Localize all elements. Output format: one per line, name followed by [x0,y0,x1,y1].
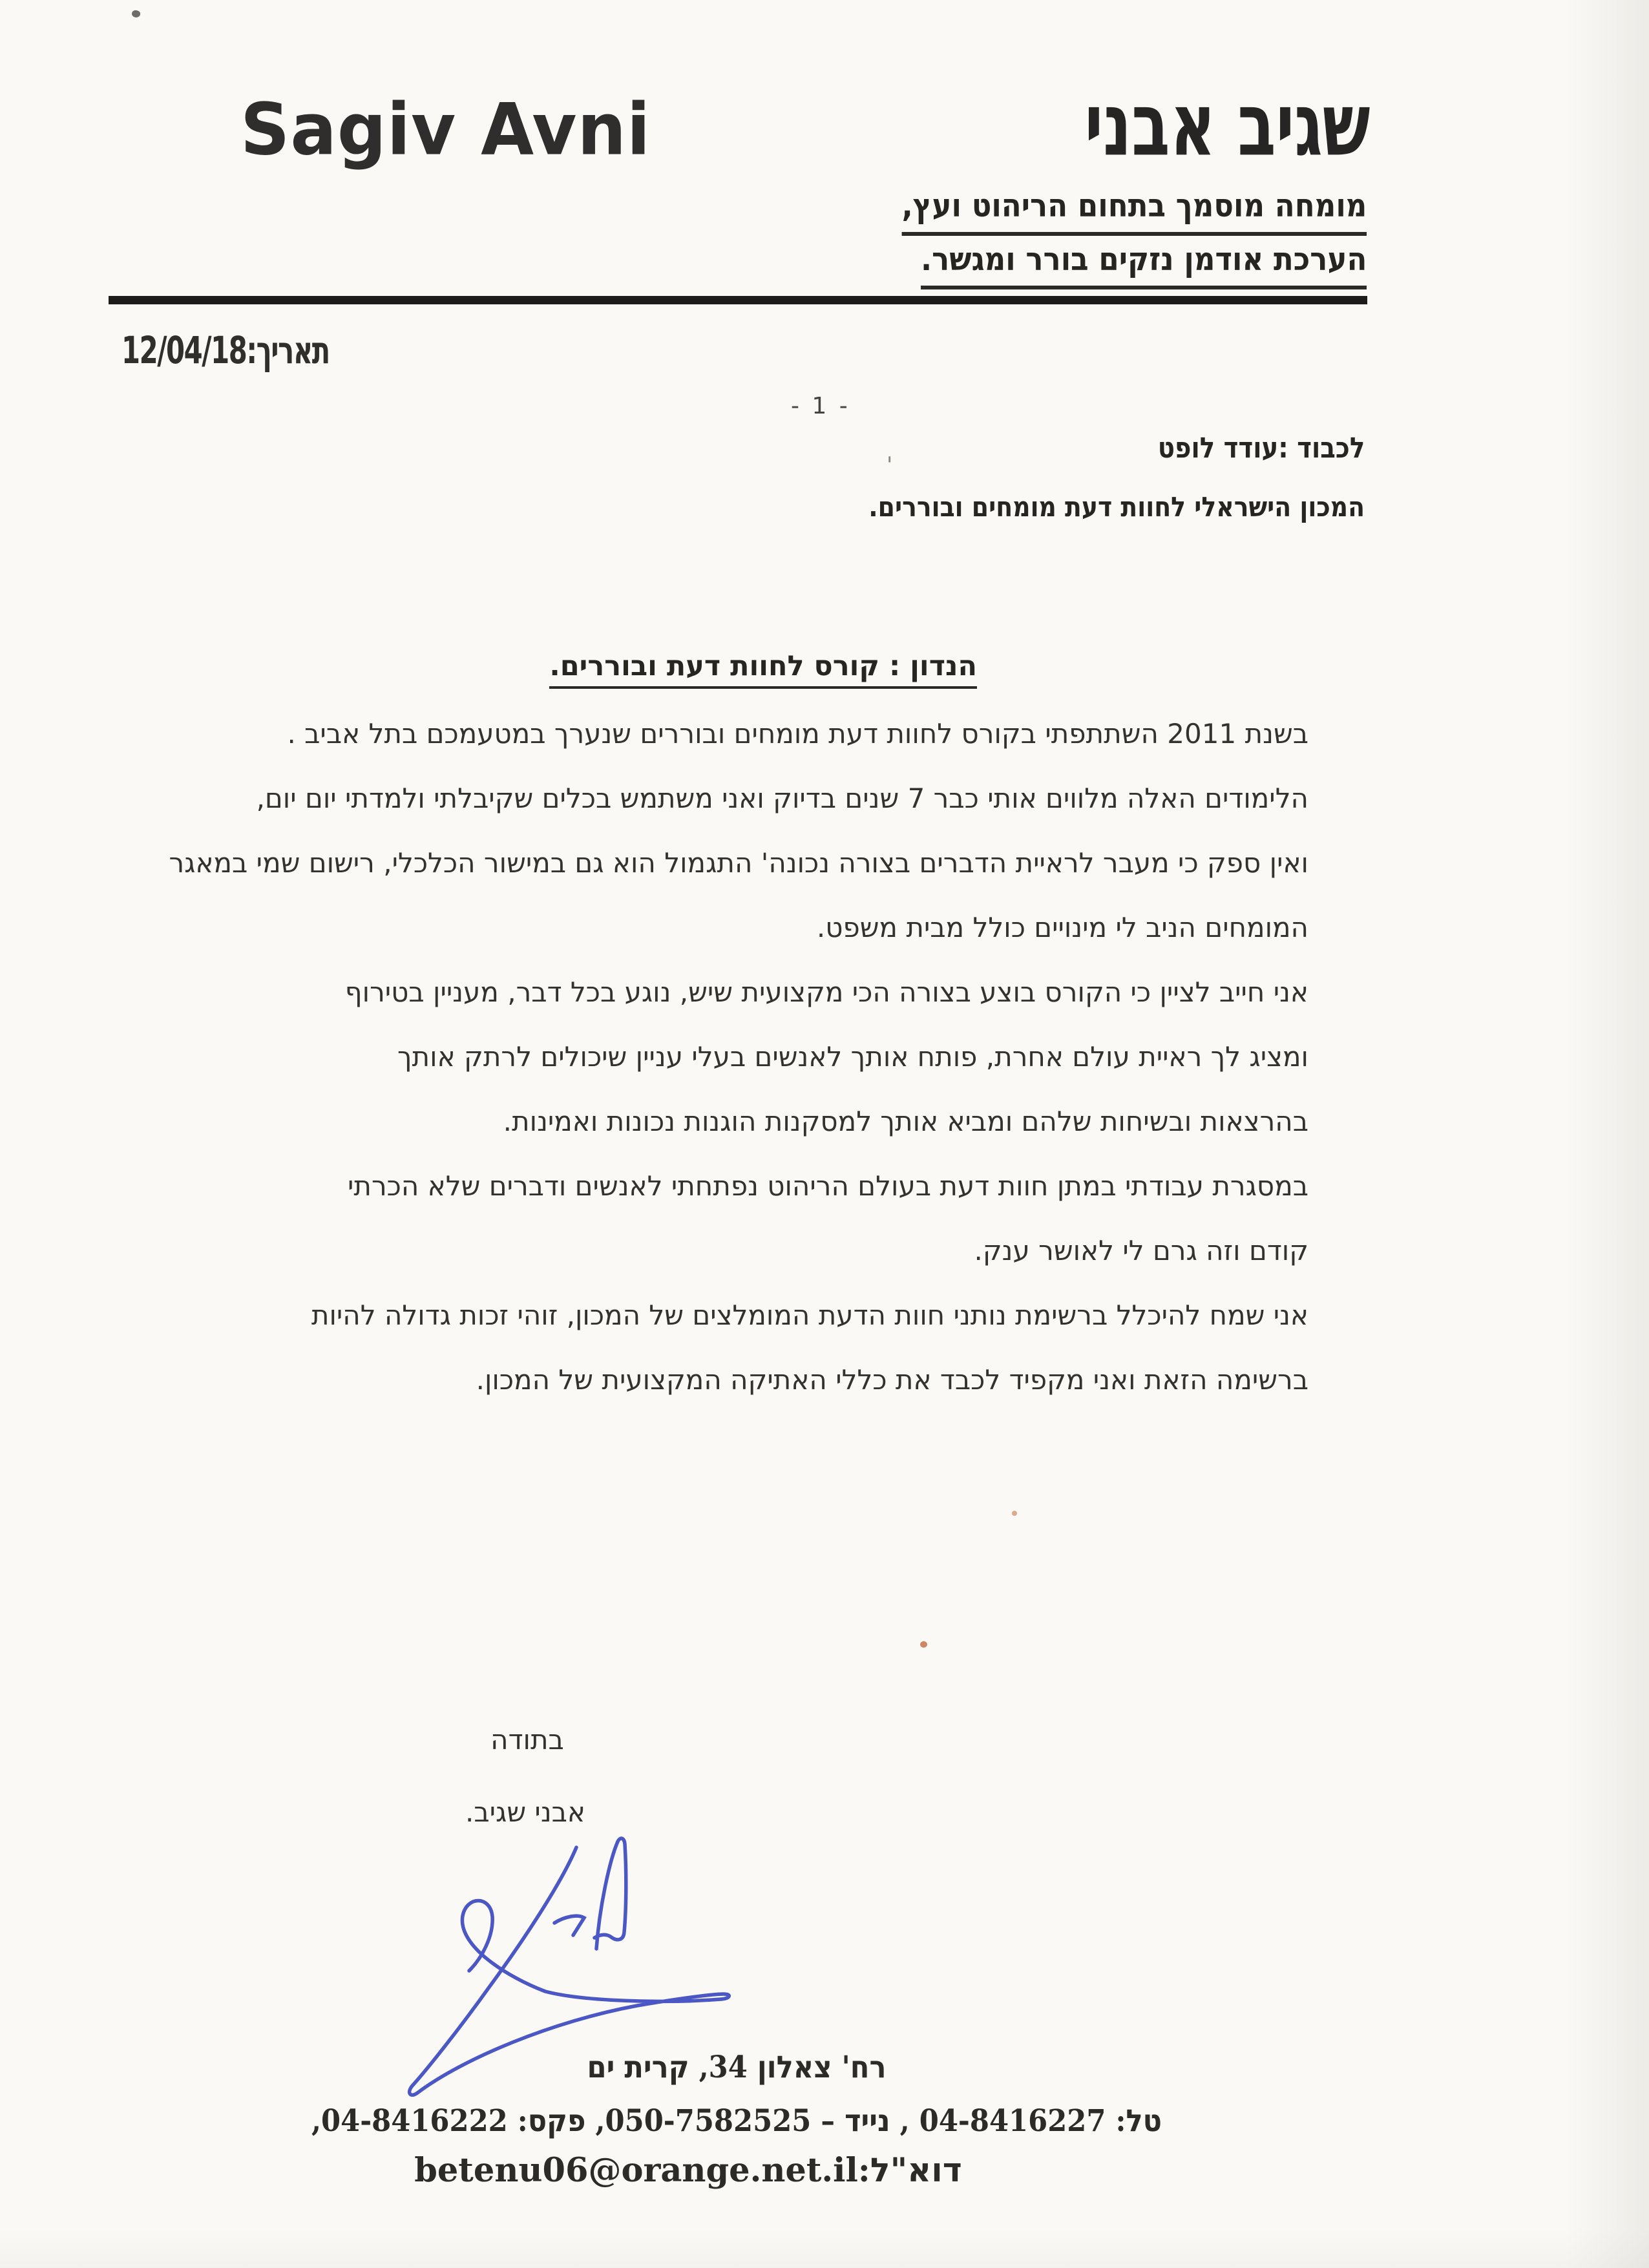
body-line: ברשימה הזאת ואני מקפיד לכבד את כללי האתיקה המקצועית של המכון. [476,1364,1308,1396]
body-line: בהרצאות ובשיחות שלהם ומביא אותך למסקנות הוגנות נכונות ואמינות. [503,1106,1308,1137]
signature-stroke-tick [554,1916,584,1935]
body-line: המומחים הניב לי מינויים כולל מבית משפט. [816,912,1308,943]
recipient-to-line: לכבוד :עודד לופט [1157,432,1365,465]
footer-email-label: דוא"ל: [857,2151,962,2190]
letterhead-subtitle-line-2: הערכת אודמן נזקים בורר ומגשר. [656,236,1367,289]
letterhead-name-english: Sagiv Avni [240,88,651,171]
letterhead-subtitle [656,182,1367,289]
scan-mark: ' [887,452,893,478]
recipient-organization-line: המכון הישראלי לחוות דעת מומחים ובוררים. [868,491,1365,523]
date-value: 12/04/18 [121,328,247,372]
letterhead-subtitle-line-1: מומחה מוסמך בתחום הריהוט ועץ, [656,182,1367,236]
body-line: קודם וזה גרם לי לאושר ענק. [974,1235,1308,1266]
subject-line [549,650,977,689]
footer-email-line [0,2151,1376,2190]
letterhead-name-hebrew: שגיב אבני [1084,74,1370,176]
body-line: אני חייב לציין כי הקורס בוצע בצורה הכי מקצועית שיש, נוגע בכל דבר, מעניין בטירוף [344,976,1308,1008]
letter-body [81,702,1308,1412]
signature-stroke-loop [594,1838,626,1949]
body-line: ואין ספק כי מעבר לראיית הדברים בצורה נכונה' התגמול הוא גם במישור הכלכלי, רישום שמי במאגר [169,847,1308,879]
footer-block [0,2050,1473,2190]
scan-speck [1012,1511,1017,1516]
closing-signatory-name: אבני שגיב. [465,1796,585,1829]
body-line: במסגרת עבודתי במתן חוות דעת בעולם הריהוט נפתחתי לאנשים ודברים שלא הכרתי [347,1170,1308,1202]
letterhead-divider-rule [109,296,1367,304]
body-line: הלימודים האלה מלווים אותי כבר 7 שנים בדיוק ואני משתמש בכלים שקיבלתי ולמדתי יום יום, [256,782,1308,814]
footer-email-address: betenu06@orange.net.il [414,2151,858,2190]
closing-thanks: בתודה [490,1724,564,1756]
footer-address: רח' צאלון 34, קרית ים [587,2050,887,2085]
body-line: בשנת 2011 השתתפתי בקורס לחוות דעת מומחים ובוררים שנערך במטעמכם בתל אביב . [287,718,1308,750]
page-number: - 1 - [791,393,850,419]
date-line [121,328,330,372]
scan-edge-shadow-bottom [0,2229,1649,2268]
footer-phones: טל: 04-8416227 , נייד – 050-7582525, פקס: 04-8416222, [311,2103,1162,2139]
subject-text: הנדון : קורס לחוות דעת ובוררים. [549,650,977,689]
scan-speck [131,9,142,18]
scan-edge-shadow [1565,0,1649,2268]
body-line: ומציג לך ראיית עולם אחרת, פותח אותך לאנשים בעלי עניין שיכולים לרתק אותך [397,1041,1308,1073]
date-label: תאריך: [246,328,330,372]
scan-speck [920,1641,927,1648]
body-line: אני שמח להיכלל ברשימת נותני חוות הדעת המומלצים של המכון, זוהי זכות גדולה להיות [311,1299,1308,1331]
